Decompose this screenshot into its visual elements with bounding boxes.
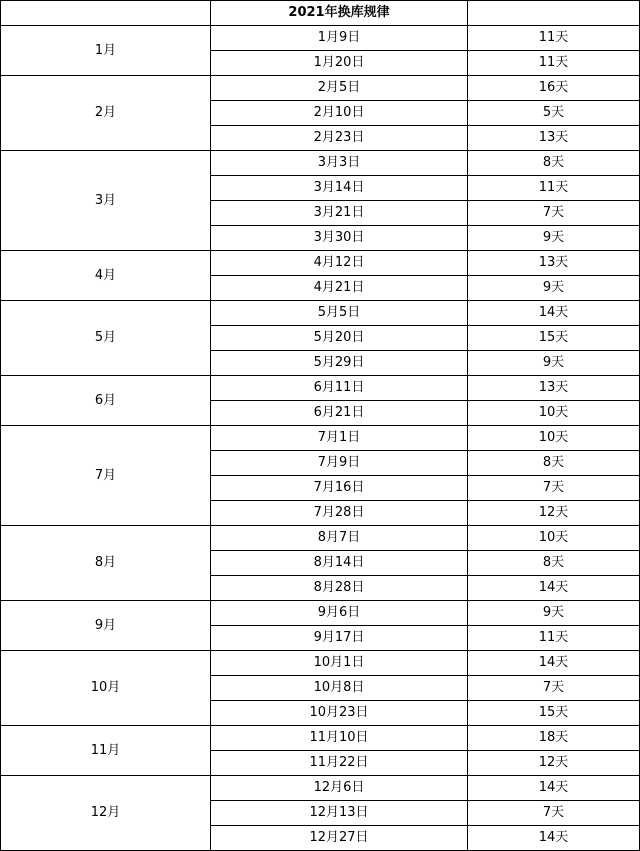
table-row xyxy=(1,151,640,176)
table-row xyxy=(1,726,640,751)
month-cell: 9月 xyxy=(1,601,211,651)
table-body xyxy=(1,1,640,851)
table-row xyxy=(1,251,640,276)
interval-days-cell: 7天 xyxy=(468,201,640,226)
month-cell: 3月 xyxy=(1,151,211,251)
date-cell: 10月23日 xyxy=(211,701,468,726)
table-row xyxy=(1,26,640,51)
table-row xyxy=(1,76,640,101)
interval-days-cell: 14天 xyxy=(468,651,640,676)
date-cell: 3月3日 xyxy=(211,151,468,176)
date-cell: 10月8日 xyxy=(211,676,468,701)
interval-days-cell: 13天 xyxy=(468,251,640,276)
date-cell: 9月6日 xyxy=(211,601,468,626)
interval-days-cell: 9天 xyxy=(468,351,640,376)
date-cell: 3月14日 xyxy=(211,176,468,201)
month-cell: 12月 xyxy=(1,776,211,851)
interval-days-cell: 10天 xyxy=(468,526,640,551)
table-row xyxy=(1,776,640,801)
header-blank-cell xyxy=(1,1,211,26)
interval-days-cell: 10天 xyxy=(468,401,640,426)
date-cell: 7月28日 xyxy=(211,501,468,526)
date-cell: 12月13日 xyxy=(211,801,468,826)
interval-days-cell: 11天 xyxy=(468,26,640,51)
date-cell: 1月9日 xyxy=(211,26,468,51)
date-cell: 2月23日 xyxy=(211,126,468,151)
interval-days-cell: 16天 xyxy=(468,76,640,101)
date-cell: 3月30日 xyxy=(211,226,468,251)
date-cell: 2月5日 xyxy=(211,76,468,101)
interval-days-cell: 9天 xyxy=(468,276,640,301)
interval-days-cell: 10天 xyxy=(468,426,640,451)
interval-days-cell: 7天 xyxy=(468,476,640,501)
date-cell: 10月1日 xyxy=(211,651,468,676)
interval-days-cell: 12天 xyxy=(468,751,640,776)
date-cell: 5月5日 xyxy=(211,301,468,326)
interval-days-cell: 8天 xyxy=(468,551,640,576)
table-row xyxy=(1,526,640,551)
table-row xyxy=(1,426,640,451)
date-cell: 11月22日 xyxy=(211,751,468,776)
interval-days-cell: 13天 xyxy=(468,126,640,151)
interval-days-cell: 9天 xyxy=(468,226,640,251)
date-cell: 3月21日 xyxy=(211,201,468,226)
interval-days-cell: 14天 xyxy=(468,576,640,601)
month-cell: 2月 xyxy=(1,76,211,151)
month-cell: 8月 xyxy=(1,526,211,601)
month-cell: 1月 xyxy=(1,26,211,76)
month-cell: 4月 xyxy=(1,251,211,301)
interval-days-cell: 8天 xyxy=(468,451,640,476)
date-cell: 12月27日 xyxy=(211,826,468,851)
interval-days-cell: 5天 xyxy=(468,101,640,126)
interval-days-cell: 15天 xyxy=(468,701,640,726)
table-row xyxy=(1,301,640,326)
header-col3-cell xyxy=(468,1,640,26)
interval-days-cell: 7天 xyxy=(468,801,640,826)
date-cell: 7月1日 xyxy=(211,426,468,451)
interval-days-cell: 14天 xyxy=(468,826,640,851)
interval-days-cell: 13天 xyxy=(468,376,640,401)
interval-days-cell: 14天 xyxy=(468,776,640,801)
month-cell: 11月 xyxy=(1,726,211,776)
header-row xyxy=(1,1,640,26)
date-cell: 8月28日 xyxy=(211,576,468,601)
date-cell: 7月9日 xyxy=(211,451,468,476)
date-cell: 6月21日 xyxy=(211,401,468,426)
interval-days-cell: 15天 xyxy=(468,326,640,351)
interval-days-cell: 18天 xyxy=(468,726,640,751)
interval-days-cell: 11天 xyxy=(468,176,640,201)
interval-days-cell: 14天 xyxy=(468,301,640,326)
date-cell: 5月29日 xyxy=(211,351,468,376)
date-cell: 8月14日 xyxy=(211,551,468,576)
date-cell: 6月11日 xyxy=(211,376,468,401)
table-row xyxy=(1,376,640,401)
interval-days-cell: 9天 xyxy=(468,601,640,626)
interval-days-cell: 7天 xyxy=(468,676,640,701)
date-cell: 9月17日 xyxy=(211,626,468,651)
date-cell: 8月7日 xyxy=(211,526,468,551)
date-cell: 5月20日 xyxy=(211,326,468,351)
month-cell: 6月 xyxy=(1,376,211,426)
table-title: 2021年换库规律 xyxy=(211,1,468,26)
table-row xyxy=(1,651,640,676)
month-cell: 5月 xyxy=(1,301,211,376)
month-cell: 7月 xyxy=(1,426,211,526)
month-cell: 10月 xyxy=(1,651,211,726)
date-cell: 2月10日 xyxy=(211,101,468,126)
date-cell: 4月21日 xyxy=(211,276,468,301)
date-cell: 4月12日 xyxy=(211,251,468,276)
interval-days-cell: 11天 xyxy=(468,626,640,651)
table-row xyxy=(1,601,640,626)
interval-days-cell: 12天 xyxy=(468,501,640,526)
date-cell: 1月20日 xyxy=(211,51,468,76)
date-cell: 12月6日 xyxy=(211,776,468,801)
date-cell: 7月16日 xyxy=(211,476,468,501)
interval-days-cell: 11天 xyxy=(468,51,640,76)
date-cell: 11月10日 xyxy=(211,726,468,751)
interval-days-cell: 8天 xyxy=(468,151,640,176)
